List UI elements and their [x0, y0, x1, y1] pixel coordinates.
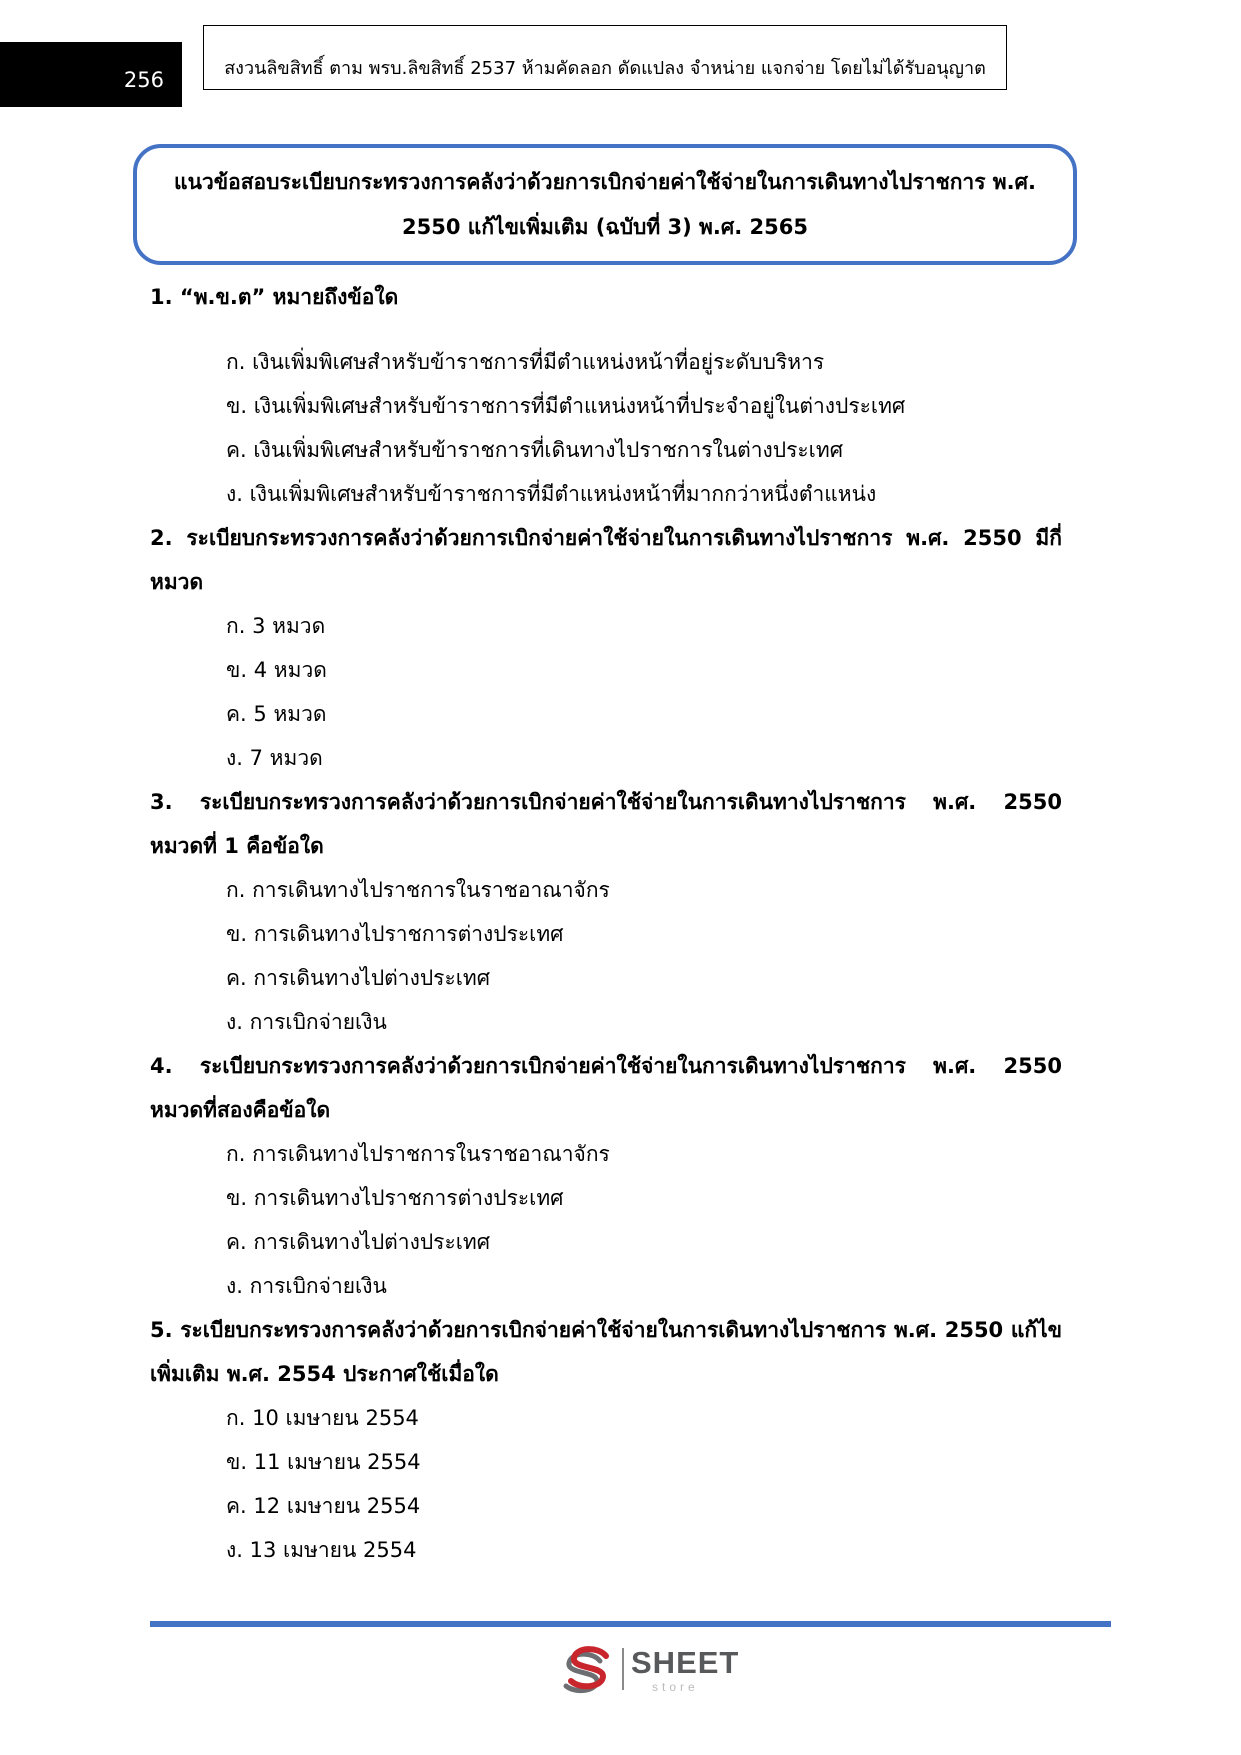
- option-2: [150, 384, 1062, 428]
- sheet-store-logo: [562, 1642, 742, 1698]
- option-text: 13 เมษายน 2554: [249, 1538, 417, 1562]
- option-2: [150, 1176, 1062, 1220]
- option-3: [150, 692, 1062, 736]
- option-text: การเดินทางไปราชการในราชอาณาจักร: [252, 878, 610, 902]
- option-1: [150, 1396, 1062, 1440]
- option-label: ง.: [226, 1274, 243, 1298]
- question-number: 2.: [150, 526, 173, 550]
- option-label: ก.: [226, 1142, 246, 1166]
- option-label: ข.: [226, 658, 248, 682]
- option-text: 11 เมษายน 2554: [253, 1450, 421, 1474]
- logo-name: SHEET: [631, 1645, 740, 1680]
- option-label: ค.: [226, 1230, 247, 1254]
- option-label: ก.: [226, 1406, 246, 1430]
- option-3: [150, 1220, 1062, 1264]
- question-text: [150, 780, 1062, 868]
- option-text: การเดินทางไปต่างประเทศ: [253, 1230, 491, 1254]
- question-text: [150, 516, 1062, 604]
- option-label: ง.: [226, 1010, 243, 1034]
- option-text: การเดินทางไปราชการต่างประเทศ: [253, 922, 564, 946]
- option-text: เงินเพิ่มพิเศษสำหรับข้าราชการที่มีตำแหน่งหน้าที่อยู่ระดับบริหาร: [252, 350, 825, 374]
- question-1: [150, 275, 1062, 516]
- option-4: [150, 472, 1062, 516]
- option-4: [150, 1000, 1062, 1044]
- footer-rule: [150, 1621, 1111, 1627]
- option-text: 12 เมษายน 2554: [253, 1494, 421, 1518]
- option-2: [150, 648, 1062, 692]
- question-2: [150, 516, 1062, 780]
- option-text: การเดินทางไปราชการต่างประเทศ: [253, 1186, 564, 1210]
- option-4: [150, 1528, 1062, 1572]
- option-label: ค.: [226, 438, 247, 462]
- question-number: 1.: [150, 285, 173, 309]
- option-text: การเบิกจ่ายเงิน: [249, 1274, 387, 1298]
- sheet-store-s-logo-icon: [562, 1644, 616, 1694]
- option-3: [150, 428, 1062, 472]
- page-title: แนวข้อสอบระเบียบกระทรวงการคลังว่าด้วยการเบิกจ่ายค่าใช้จ่ายในการเดินทางไปราชการ พ.ศ. 2550 แก้ไขเพิ่มเติม (ฉบับที่ 3) พ.ศ. 2565: [174, 169, 1036, 239]
- option-1: [150, 1132, 1062, 1176]
- option-label: ข.: [226, 1450, 248, 1474]
- option-3: [150, 1484, 1062, 1528]
- option-label: ง.: [226, 1538, 243, 1562]
- question-prompt: ระเบียบกระทรวงการคลังว่าด้วยการเบิกจ่ายค่าใช้จ่ายในการเดินทางไปราชการ พ.ศ. 2550 มีกี่หมวด: [150, 526, 1062, 594]
- question-number: 5.: [150, 1318, 173, 1342]
- option-label: ข.: [226, 922, 248, 946]
- question-number: 3.: [150, 790, 173, 814]
- question-3: [150, 780, 1062, 1044]
- option-text: เงินเพิ่มพิเศษสำหรับข้าราชการที่เดินทางไปราชการในต่างประเทศ: [253, 438, 844, 462]
- page-number: 256: [123, 68, 164, 92]
- option-text: 3 หมวด: [252, 614, 326, 638]
- option-text: 5 หมวด: [253, 702, 327, 726]
- option-text: การเดินทางไปราชการในราชอาณาจักร: [252, 1142, 610, 1166]
- option-text: เงินเพิ่มพิเศษสำหรับข้าราชการที่มีตำแหน่งหน้าที่ประจำอยู่ในต่างประเทศ: [253, 394, 906, 418]
- option-label: ง.: [226, 746, 243, 770]
- title-box: [133, 144, 1077, 265]
- option-text: 4 หมวด: [253, 658, 327, 682]
- option-label: ข.: [226, 1186, 248, 1210]
- question-prompt: “พ.ข.ต” หมายถึงข้อใด: [179, 285, 399, 309]
- option-2: [150, 1440, 1062, 1484]
- option-text: 10 เมษายน 2554: [252, 1406, 419, 1430]
- question-list: [150, 275, 1062, 1572]
- question-text: [150, 1308, 1062, 1396]
- option-label: ก.: [226, 350, 246, 374]
- question-prompt: ระเบียบกระทรวงการคลังว่าด้วยการเบิกจ่ายค่าใช้จ่ายในการเดินทางไปราชการ พ.ศ. 2550 แก้ไขเพิ่มเติม พ.ศ. 2554 ประกาศใช้เมื่อใด: [150, 1318, 1062, 1386]
- option-text: การเดินทางไปต่างประเทศ: [253, 966, 491, 990]
- logo-tagline: store: [652, 1680, 699, 1694]
- option-2: [150, 912, 1062, 956]
- question-text: [150, 1044, 1062, 1132]
- logo-divider: [622, 1648, 624, 1690]
- option-1: [150, 604, 1062, 648]
- option-4: [150, 736, 1062, 780]
- option-text: เงินเพิ่มพิเศษสำหรับข้าราชการที่มีตำแหน่งหน้าที่มากกว่าหนึ่งตำแหน่ง: [249, 482, 877, 506]
- option-4: [150, 1264, 1062, 1308]
- question-text: [150, 275, 1062, 319]
- question-4: [150, 1044, 1062, 1308]
- option-label: ค.: [226, 966, 247, 990]
- copyright-notice: สงวนลิขสิทธิ์ ตาม พรบ.ลิขสิทธิ์ 2537 ห้ามคัดลอก ดัดแปลง จำหน่าย แจกจ่าย โดยไม่ได้รับอนุญาต: [224, 58, 986, 79]
- copyright-notice-box: [203, 25, 1007, 90]
- option-label: ก.: [226, 614, 246, 638]
- option-text: การเบิกจ่ายเงิน: [249, 1010, 387, 1034]
- option-label: ก.: [226, 878, 246, 902]
- option-label: ค.: [226, 702, 247, 726]
- question-5: [150, 1308, 1062, 1572]
- option-text: 7 หมวด: [249, 746, 323, 770]
- option-3: [150, 956, 1062, 1000]
- page-number-block: [0, 42, 182, 107]
- option-label: ง.: [226, 482, 243, 506]
- question-prompt: ระเบียบกระทรวงการคลังว่าด้วยการเบิกจ่ายค่าใช้จ่ายในการเดินทางไปราชการ พ.ศ. 2550 หมวดที่สองคือข้อใด: [150, 1054, 1062, 1122]
- question-prompt: ระเบียบกระทรวงการคลังว่าด้วยการเบิกจ่ายค่าใช้จ่ายในการเดินทางไปราชการ พ.ศ. 2550 หมวดที่ 1 คือข้อใด: [150, 790, 1062, 858]
- option-label: ข.: [226, 394, 248, 418]
- option-label: ค.: [226, 1494, 247, 1518]
- option-1: [150, 868, 1062, 912]
- question-number: 4.: [150, 1054, 173, 1078]
- option-1: [150, 340, 1062, 384]
